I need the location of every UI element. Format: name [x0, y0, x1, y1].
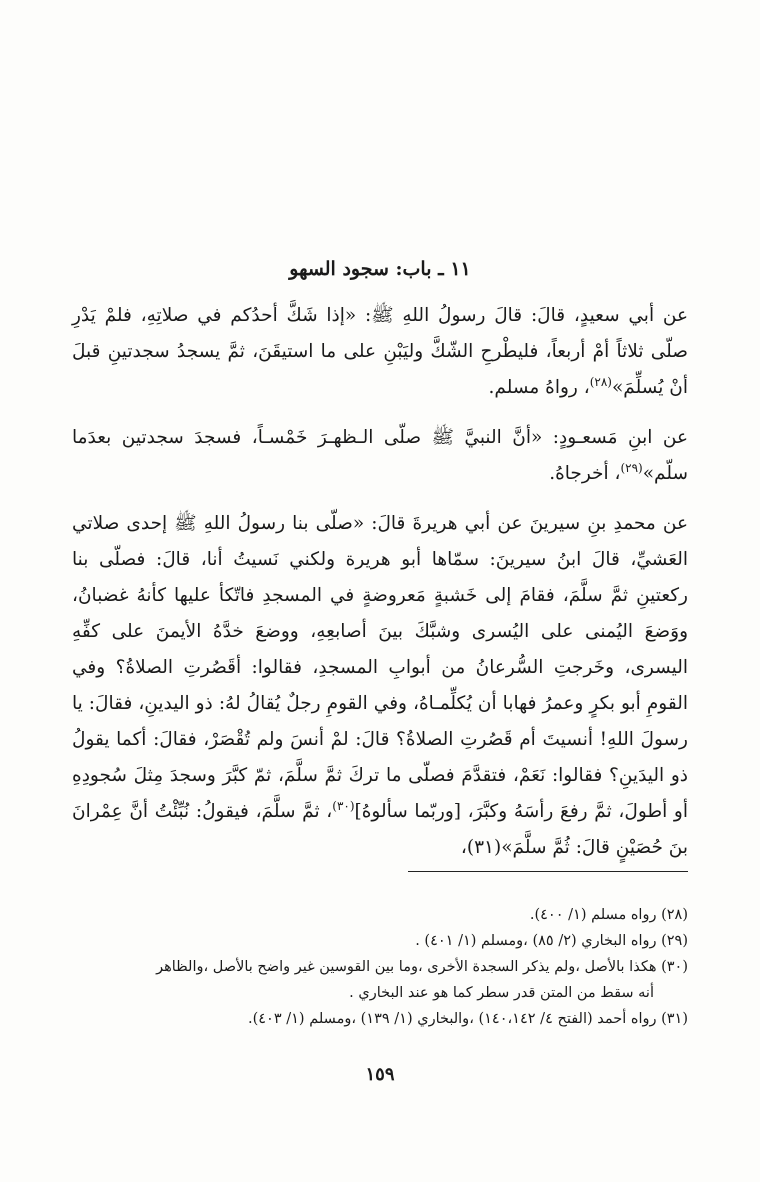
- hadith-text: عن أبي سعيدٍ، قالَ: قالَ رسولُ اللهِ ﷺ: «إذا شَكَّ أحدُكم في صلاتِهِ، فلمْ يَدْرِ صلّى ثلاثاً أمْ أربعاً، فليطْرحِ الشّكَّ وليَبْنِ على ما استيقَنَ، ثمَّ يسجدُ سجدتينِ قبلَ أنْ يُسلِّمَ»: [72, 305, 688, 398]
- hadith-continuation: ، ثمَّ سلَّمَ، فيقولُ: نُبِّئْتُ أنَّ عِمْرانَ بنَ حُصَيْنٍ قالَ: ثُمَّ سلَّمَ»(٣١)،: [72, 801, 688, 858]
- footnote: (٢٨) رواه مسلم (١/ ٤٠٠).: [529, 907, 688, 923]
- footnote: (٣١) رواه أحمد (الفتح ٤/ ١٤٠،١٤٢) ،والبخاري (١/ ١٣٩) ،ومسلم (١/ ٤٠٣).: [247, 1011, 688, 1027]
- footnote: (٣٠) هكذا بالأصل ،ولم يذكر السجدة الأخرى ،وما بين القوسين غير واضح بالأصل ،والظاهر: [156, 959, 688, 975]
- hadith-paragraph: [72, 506, 688, 866]
- footnotes: [72, 902, 688, 1032]
- hadith-paragraph: [72, 420, 688, 492]
- footnote-divider: [408, 871, 688, 872]
- footnote-reference: (٢٩): [620, 460, 643, 475]
- hadith-text: عن ابنِ مَسعـودٍ: «أنَّ النبيَّ ﷺ صلّى الـظهـرَ خَمْسـاً، فسجدَ سجدتين بعدَما سلّم»: [72, 427, 688, 484]
- hadith-text: عن محمدِ بنِ سيرينَ عن أبي هريرةَ قالَ: «صلّى بنا رسولُ اللهِ ﷺ إحدى صلاتي العَشيِّ، قالَ ابنُ سيرينَ: سمّاها أبو هريرة ولكني نَسيتُ أنا، قالَ: فصلّى بنا ركعتينِ ثمَّ سلَّمَ، فقامَ إلى خَشبةٍ مَعروضةٍ في المسجدِ فاتّكأ عليها كأنهُ غضبانُ، ووَضعَ اليُمنى على اليُسرى وشبَّكَ بينَ أصابعِهِ، ووضعَ خدَّهُ الأيمنَ على كفِّهِ اليسرى، وخَرجتِ السُّرعانُ من أبوابِ المسجدِ، فقالوا: أقَصُرتِ الصلاةُ؟ وفي القومِ أبو بكرٍ وعمرُ فهابا أن يُكلِّمـاهُ، وفي القومِ رجلٌ يُقالُ لهُ: ذو اليدينِ، فقالَ: يا رسولَ اللهِ! أنسيتَ أم قَصُرتِ الصلاةُ؟ قالَ: لمْ أنسَ ولم تُقْصَرْ، فقالَ: أكما يقولُ ذو اليدَينِ؟ فقالوا: نَعَمْ، فتقدَّمَ فصلّى ما تركَ ثمَّ سلَّمَ، ثمّ كبَّرَ وسجدَ مِثلَ سُجودِهِ أو أطولَ، ثمَّ رفعَ رأسَهُ وكبَّرَ، [وربّما سألوهُ]: [72, 513, 688, 822]
- hadith-source: ، أخرجاهُ.: [549, 463, 621, 484]
- hadith-paragraph: [72, 298, 688, 406]
- footnote: (٢٩) رواه البخاري (٢/ ٨٥) ،ومسلم (١/ ٤٠١) .: [415, 933, 688, 949]
- footnote-reference: (٣٠): [332, 798, 355, 813]
- footnote-reference: (٢٨): [589, 374, 612, 389]
- footnote-continuation: أنه سقط من المتن قدر سطر كما هو عند البخاري .: [349, 985, 654, 1001]
- page-number: ١٥٩: [365, 1064, 395, 1085]
- main-text: [72, 298, 688, 866]
- hadith-source: ، رواهُ مسلم.: [488, 377, 590, 398]
- chapter-heading: ١١ ـ باب: سجود السهو: [289, 258, 471, 280]
